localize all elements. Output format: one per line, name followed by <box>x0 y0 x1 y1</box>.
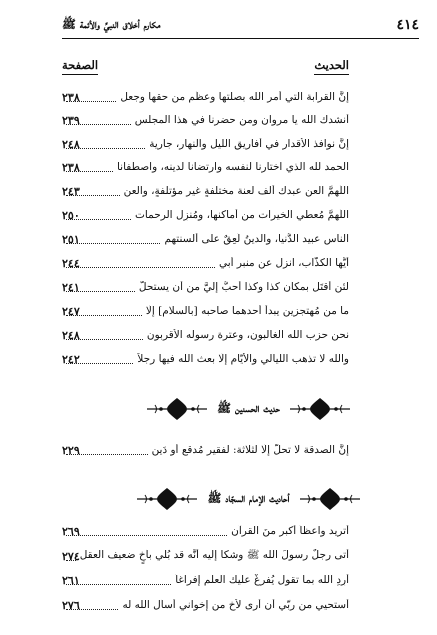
column-header-page: الصفحة <box>62 58 98 75</box>
index-entry: أتى رجلٌ رسولَ الله ﷺ وشكا إليه أنَّه قد بُلي بأخٍ ضعيف العقل <box>62 546 349 566</box>
entry-page-number: ٢٤٧ <box>62 304 80 318</box>
index-entry: الناس عبيد الدُّنيا، والدينُ لَعِقٌ على ألسنتهم <box>62 229 349 249</box>
index-entry: نحن حزب الله الغالبون، وعترة رسوله الأقربون <box>62 325 349 345</box>
index-entry: أيُّها الكذّاب، انزل عن منبر أبي <box>62 253 349 273</box>
entry-page-number: ٢٢٩ <box>62 443 80 457</box>
index-entry: اللَّهمَّ العن عبدك ألف لعنة مختلفةٍ غير مؤتلفةٍ، والعن <box>62 181 349 201</box>
index-entry: إنَّ الصدقة لا تحلُّ إلّا لثلاثة: لفقير مُدقع أو دَين <box>62 440 349 460</box>
index-entry: أتريد واعظاً أكبر منَ القرآن <box>62 521 349 541</box>
ornament-right-icon <box>288 396 352 422</box>
book-title: مكارم أخلاق النبيِّ والأئمة ﷺ <box>62 16 161 31</box>
entry-page-number: ٢٦١ <box>62 573 80 587</box>
index-entry: أستحيي من ربّي أن أرى لأخٍ من إخواني أسأل الله له <box>62 595 349 615</box>
entry-page-number: ٢٣٨ <box>62 90 80 104</box>
column-header-hadith: الحديث <box>314 58 349 75</box>
entry-page-number: ٢٧٤ <box>62 549 80 563</box>
index-entry: اللَّهمَّ مُعطي الخيرات من أماكنها، ومُنزِل الرحمات <box>62 205 349 225</box>
entry-page-number: ٢٥٠ <box>62 208 80 222</box>
entry-page-number: ٢٤٣ <box>62 184 80 198</box>
header-rule <box>62 38 419 39</box>
section-heading-hasanain <box>100 392 397 426</box>
ornament-left-icon <box>135 486 199 512</box>
index-entry: أنشدك الله يا مروان ومن حضرنا في هذا المجلس <box>62 110 349 130</box>
entry-page-number: ٢٣٨ <box>62 160 80 174</box>
entry-page-number: ٢٧٦ <box>62 598 80 612</box>
section-heading-sajjad <box>100 482 397 516</box>
index-entry: ما من مُهتجزين يبدأ أحدهما صاحبه [بالسلام] إلّا <box>62 301 349 321</box>
index-entry: إنَّ القرابة التي أمر الله بصلتها وعظَّم من حقها وجعل <box>62 87 349 107</box>
index-entry: لئن أُقتَل بمكان كذا وكذا أحبُّ إليَّ من أن يستحلّ <box>62 277 349 297</box>
entry-page-number: ٢٤٨ <box>62 328 80 342</box>
entry-page-number: ٢٣٩ <box>62 113 80 127</box>
page-number: ٤١٤ <box>396 17 419 33</box>
index-entry: أرِدِ الله بما تقول يُفرغْ عليك العلم إفراغاً <box>62 570 349 590</box>
section-title: حديث الحسنين ﷺ <box>217 400 280 415</box>
entry-page-number: ٢٦٩ <box>62 524 80 538</box>
ornament-left-icon <box>145 396 209 422</box>
section-title: أحاديث الإمام السجّاد ﷺ <box>207 490 290 505</box>
entry-page-number: ٢٥١ <box>62 232 80 246</box>
index-entry: والله لا تذهب الليالي والأيّام إلّا بعث الله فيها رجلاً <box>62 349 349 369</box>
entry-page-number: ٢٤٨ <box>62 137 80 151</box>
running-head <box>62 14 419 36</box>
ornament-right-icon <box>298 486 362 512</box>
entry-page-number: ٢٤١ <box>62 280 80 294</box>
entry-page-number: ٢٤٤ <box>62 256 80 270</box>
index-entry: إنَّ نوافذ الأقدار في أفاريق الليل والنهار، جارية <box>62 134 349 154</box>
entry-page-number: ٢٤٢ <box>62 352 80 366</box>
index-entry: الحمد لله الذي اختارنا لنفسه وارتضانا لدينه، واصطفانا <box>62 157 349 177</box>
